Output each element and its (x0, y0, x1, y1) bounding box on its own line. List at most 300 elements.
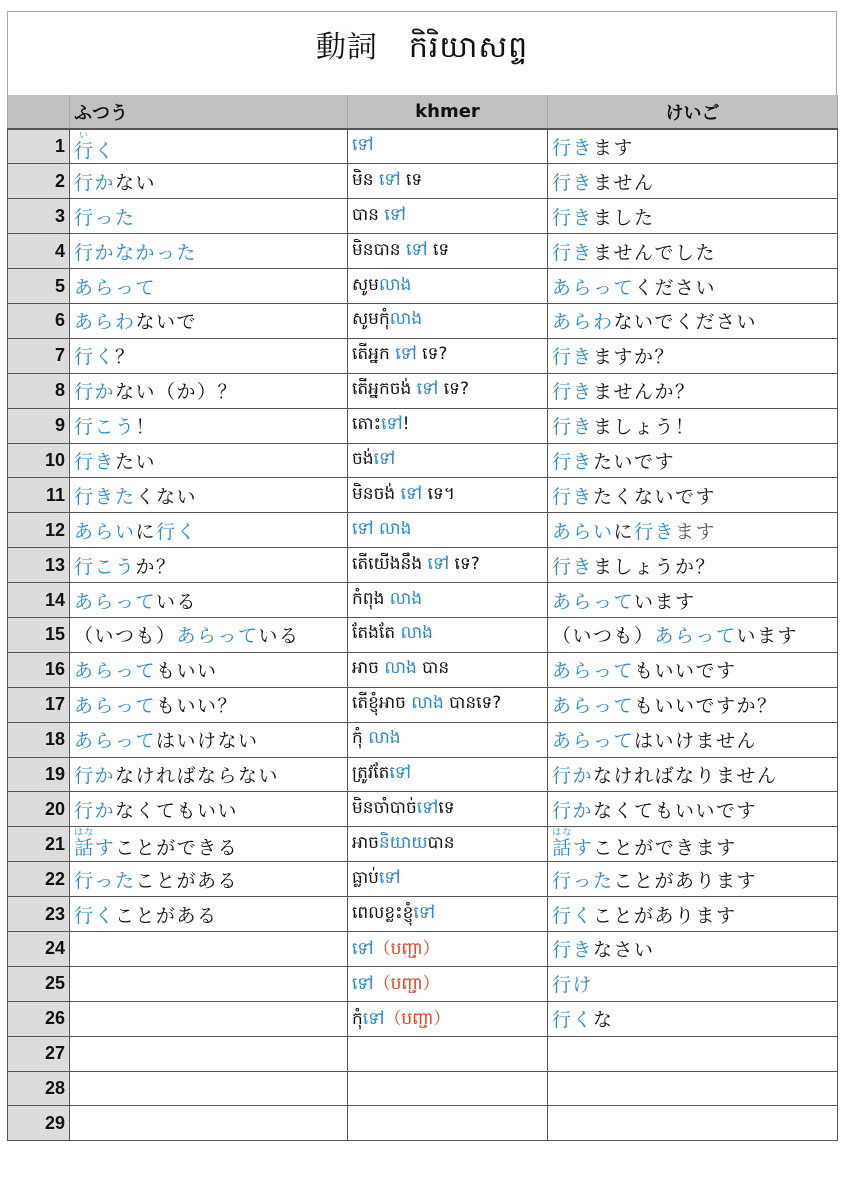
text-segment: ចង់ (352, 448, 374, 469)
text-segment: 行か (74, 764, 116, 787)
row-number[interactable]: 22 (8, 862, 70, 897)
plain-form-cell[interactable] (70, 862, 348, 897)
row-number[interactable]: 7 (8, 338, 70, 373)
table-row (8, 897, 838, 932)
khmer-cell[interactable] (348, 757, 548, 792)
text-segment: 行く (552, 1009, 594, 1032)
furigana: 話はな (74, 828, 96, 860)
text-segment: លាង (411, 693, 444, 714)
table-row (8, 687, 838, 722)
khmer-cell[interactable] (348, 792, 548, 827)
table-row (8, 966, 838, 1001)
text-segment: ពេលខ្លះខ្ញុំ (352, 902, 414, 923)
khmer-cell[interactable] (348, 617, 548, 652)
plain-form-cell[interactable] (70, 1036, 348, 1071)
row-number[interactable]: 5 (8, 269, 70, 304)
text-segment: មិនចាំបាច់ (352, 797, 417, 818)
text-segment: あらって (552, 660, 635, 683)
plain-form-cell[interactable] (70, 1106, 348, 1141)
row-number[interactable]: 3 (8, 199, 70, 234)
text-segment: ទេ? (438, 379, 469, 400)
khmer-cell[interactable] (348, 269, 548, 304)
polite-form-cell[interactable] (548, 408, 838, 443)
text-segment: なくてもいいです (593, 799, 758, 822)
table-row (8, 792, 838, 827)
text-segment (552, 828, 574, 860)
plain-form-cell[interactable] (70, 652, 348, 687)
text-segment: ことがある (135, 869, 239, 892)
text-segment: （បញ្ជា） (373, 974, 440, 995)
table-row (8, 1071, 838, 1106)
text-segment: あらって (552, 590, 635, 613)
table-row (8, 862, 838, 897)
row-number[interactable]: 1 (8, 129, 70, 164)
row-number[interactable]: 23 (8, 897, 70, 932)
row-number[interactable]: 14 (8, 583, 70, 618)
plain-form-cell[interactable] (70, 583, 348, 618)
title-box (7, 11, 837, 95)
text-segment: （បញ្ជា） (384, 1009, 451, 1030)
khmer-cell[interactable] (348, 827, 548, 862)
table-row (8, 373, 838, 408)
plain-form-cell[interactable] (70, 827, 348, 862)
text-segment: あらって (74, 695, 157, 718)
text-segment: ទៅ លាង (352, 518, 412, 539)
text-segment: និយាយ (378, 832, 428, 853)
text-segment: លាង (400, 623, 433, 644)
text-segment: あらって (552, 695, 635, 718)
row-number[interactable]: 2 (8, 164, 70, 199)
text-segment: あらって (552, 730, 635, 753)
text-segment: កំពុង (352, 588, 390, 609)
plain-form-cell[interactable] (70, 303, 348, 338)
table-row (8, 1001, 838, 1036)
text-segment: 行き (74, 450, 116, 473)
text-segment: 行かなかった (74, 241, 198, 264)
text-segment: ទៅ (378, 867, 401, 888)
text-segment: ます (675, 520, 717, 543)
text-segment: ましょう！ (593, 416, 696, 439)
text-segment: 行き (552, 416, 594, 439)
text-segment: សូមកុំ (352, 309, 390, 330)
text-segment: ます (593, 137, 635, 160)
row-number[interactable]: 10 (8, 443, 70, 478)
text-segment: もいいです (634, 660, 737, 683)
polite-form-cell[interactable] (548, 897, 838, 932)
text-segment: បាន (416, 658, 450, 679)
text-segment: います (736, 625, 799, 648)
text-segment: ました (593, 206, 655, 229)
text-segment: 行く (74, 346, 116, 369)
polite-form-cell[interactable] (548, 722, 838, 757)
polite-form-cell[interactable] (548, 966, 838, 1001)
text-segment: 行こう (74, 416, 136, 439)
table-row (8, 408, 838, 443)
row-number[interactable]: 17 (8, 687, 70, 722)
text-segment: ទៅ (389, 762, 412, 783)
plain-form-cell[interactable] (70, 722, 348, 757)
text-segment: なければなりません (593, 764, 778, 787)
polite-form-cell[interactable] (548, 792, 838, 827)
text-segment: 行き (552, 137, 594, 160)
row-number[interactable]: 21 (8, 827, 70, 862)
text-segment: មិន (352, 169, 379, 190)
table-row (8, 931, 838, 966)
text-segment: 行った (552, 869, 614, 892)
text-segment: មិនចង់ (352, 483, 401, 504)
row-number[interactable]: 29 (8, 1106, 70, 1141)
khmer-cell[interactable] (348, 303, 548, 338)
table-row (8, 478, 838, 513)
table-row (8, 513, 838, 548)
plain-form-cell[interactable] (70, 757, 348, 792)
text-segment: ទៅ (395, 344, 417, 365)
polite-form-cell[interactable] (548, 199, 838, 234)
plain-form-cell[interactable] (70, 234, 348, 269)
row-number[interactable]: 11 (8, 478, 70, 513)
text-segment: តើអ្នក (352, 344, 396, 365)
polite-form-cell[interactable] (548, 1036, 838, 1071)
polite-form-cell[interactable] (548, 234, 838, 269)
plain-form-cell[interactable] (70, 164, 348, 199)
text-segment: 行か (552, 799, 594, 822)
text-segment: 行きた (74, 485, 136, 508)
polite-form-cell[interactable] (548, 269, 838, 304)
text-segment: たいです (593, 450, 676, 473)
khmer-cell[interactable] (348, 129, 548, 164)
text-segment: ទេ (438, 797, 455, 818)
row-number[interactable]: 19 (8, 757, 70, 792)
table-row (8, 269, 838, 304)
text-segment: ことができます (593, 837, 737, 860)
text-segment: あらって (654, 625, 737, 648)
text-segment: ធ្លាប់ (352, 867, 379, 888)
text-segment: あらわ (552, 311, 614, 334)
text-segment: 行き (552, 381, 594, 404)
plain-form-cell[interactable] (70, 548, 348, 583)
text-segment: あらい (552, 520, 614, 543)
text-segment: 行き (552, 206, 594, 229)
polite-form-cell[interactable] (548, 303, 838, 338)
text-segment: います (634, 590, 696, 613)
row-number[interactable]: 18 (8, 722, 70, 757)
plain-form-cell[interactable] (70, 897, 348, 932)
khmer-cell[interactable] (348, 199, 548, 234)
header-polite-form[interactable]: けいご (548, 95, 838, 129)
text-segment: もいい (156, 660, 218, 683)
text-segment: ទៅ (427, 553, 450, 574)
text-segment: （いつも） (552, 625, 655, 648)
text-segment: 行き (552, 241, 594, 264)
khmer-cell[interactable] (348, 373, 548, 408)
text-segment: あらって (74, 276, 157, 299)
text-segment: 行か (552, 764, 594, 787)
verb-conjugation-sheet (7, 11, 837, 1141)
plain-form-cell[interactable] (70, 129, 348, 164)
plain-form-cell[interactable] (70, 1001, 348, 1036)
plain-form-cell[interactable] (70, 792, 348, 827)
text-segment: តើខ្ញុំអាច (352, 693, 412, 714)
plain-form-cell[interactable] (70, 443, 348, 478)
text-segment: 行く (552, 904, 594, 927)
text-segment: ទៅ (352, 939, 374, 960)
polite-form-cell[interactable] (548, 1071, 838, 1106)
polite-form-cell[interactable] (548, 443, 838, 478)
text-segment: 行か (74, 171, 116, 194)
polite-form-cell[interactable] (548, 617, 838, 652)
row-number[interactable]: 15 (8, 617, 70, 652)
khmer-cell[interactable] (348, 164, 548, 199)
table-row (8, 722, 838, 757)
text-segment: ！ (135, 416, 157, 439)
khmer-cell[interactable] (348, 687, 548, 722)
text-segment: ません (593, 171, 655, 194)
polite-form-cell[interactable] (548, 373, 838, 408)
text-segment: す (572, 837, 594, 860)
row-number[interactable]: 6 (8, 303, 70, 338)
khmer-cell[interactable] (348, 583, 548, 618)
text-segment: 行か (74, 799, 116, 822)
text-segment: ទៅ (373, 448, 396, 469)
polite-form-cell[interactable] (548, 931, 838, 966)
polite-form-cell[interactable] (548, 129, 838, 164)
row-number[interactable]: 27 (8, 1036, 70, 1071)
text-segment: ？ (115, 346, 136, 369)
table-row (8, 164, 838, 199)
khmer-cell[interactable] (348, 234, 548, 269)
text-segment: លាង (384, 658, 417, 679)
khmer-cell[interactable] (348, 478, 548, 513)
khmer-cell[interactable] (348, 931, 548, 966)
khmer-cell[interactable] (348, 548, 548, 583)
furigana: 話はな (552, 828, 574, 860)
row-number[interactable]: 13 (8, 548, 70, 583)
text-segment: 行か (74, 381, 116, 404)
polite-form-cell[interactable] (548, 827, 838, 862)
polite-form-cell[interactable] (548, 687, 838, 722)
plain-form-cell[interactable] (70, 931, 348, 966)
text-segment: 行け (552, 974, 594, 997)
table-row (8, 757, 838, 792)
khmer-cell[interactable] (348, 1036, 548, 1071)
table-row (8, 443, 838, 478)
text-segment: ទៅ (352, 974, 374, 995)
text-segment: ទៅ (416, 797, 439, 818)
text-segment: に (613, 520, 635, 543)
polite-form-cell[interactable] (548, 513, 838, 548)
row-number[interactable]: 20 (8, 792, 70, 827)
text-segment: ទេ។ (422, 483, 455, 504)
text-segment: ទៅ (362, 1009, 385, 1030)
text-segment: （បញ្ជា） (373, 939, 440, 960)
text-segment: ことがあります (593, 904, 737, 927)
text-segment: ことがあります (613, 869, 758, 892)
text-segment: តើយើងនឹង (352, 553, 428, 574)
row-number[interactable]: 12 (8, 513, 70, 548)
text-segment: ! (402, 414, 410, 435)
table-row (8, 199, 838, 234)
row-number[interactable]: 8 (8, 373, 70, 408)
plain-form-cell[interactable] (70, 617, 348, 652)
text-segment: ないでください (613, 311, 758, 334)
furigana: 行い (74, 130, 95, 162)
text-segment: ទៅ (381, 414, 403, 435)
plain-form-cell[interactable] (70, 687, 348, 722)
row-number[interactable]: 25 (8, 966, 70, 1001)
text-segment: たくないです (593, 485, 717, 508)
text-segment: កុំ (352, 728, 369, 749)
text-segment: ទេ? (416, 344, 448, 365)
text-segment: លាង (389, 588, 423, 609)
table-row (8, 129, 838, 164)
khmer-cell[interactable] (348, 1071, 548, 1106)
polite-form-cell[interactable] (548, 862, 838, 897)
row-number[interactable]: 4 (8, 234, 70, 269)
plain-form-cell[interactable] (70, 373, 348, 408)
khmer-cell[interactable] (348, 966, 548, 1001)
text-segment: លាង (368, 728, 401, 749)
header-khmer[interactable]: khmer (348, 95, 548, 129)
text-segment: 行き (552, 450, 594, 473)
khmer-cell[interactable] (348, 862, 548, 897)
text-segment: លាង (389, 309, 423, 330)
plain-form-cell[interactable] (70, 1071, 348, 1106)
plain-form-cell[interactable] (70, 408, 348, 443)
khmer-cell[interactable] (348, 1106, 548, 1141)
text-segment: か？ (135, 555, 177, 578)
text-segment: ましょうか？ (593, 555, 717, 578)
text-segment: あらわ (74, 311, 136, 334)
text-segment: 行き (552, 485, 594, 508)
row-number[interactable]: 24 (8, 931, 70, 966)
text-segment: អាច (352, 658, 385, 679)
plain-form-cell[interactable] (70, 966, 348, 1001)
text-segment: もいい？ (156, 695, 239, 718)
polite-form-cell[interactable] (548, 583, 838, 618)
khmer-cell[interactable] (348, 652, 548, 687)
table-row (8, 1106, 838, 1141)
table-row (8, 652, 838, 687)
khmer-cell[interactable] (348, 443, 548, 478)
text-segment: ますか？ (593, 346, 676, 369)
polite-form-cell[interactable] (548, 164, 838, 199)
table-row (8, 617, 838, 652)
text-segment: មិនបាន (352, 239, 406, 260)
text-segment: く (94, 139, 116, 162)
table-row (8, 338, 838, 373)
text-segment: បាន (427, 832, 455, 853)
table-body (8, 129, 838, 1141)
text-segment: す (94, 837, 116, 860)
text-segment: តោះ (352, 414, 382, 435)
text-segment: 行く (74, 904, 116, 927)
plain-form-cell[interactable] (70, 513, 348, 548)
text-segment: ない (115, 171, 157, 194)
text-segment (74, 828, 96, 860)
khmer-cell[interactable] (348, 338, 548, 373)
row-number[interactable]: 26 (8, 1001, 70, 1036)
polite-form-cell[interactable] (548, 757, 838, 792)
text-segment: （いつも） (74, 625, 177, 648)
text-segment: ことがある (115, 904, 218, 927)
table-row (8, 234, 838, 269)
row-number[interactable]: 28 (8, 1071, 70, 1106)
text-segment: 行き (552, 939, 594, 962)
table-row (8, 1036, 838, 1071)
text-segment: あらって (176, 625, 259, 648)
khmer-cell[interactable] (348, 897, 548, 932)
table-row (8, 548, 838, 583)
text-segment: なさい (593, 939, 655, 962)
polite-form-cell[interactable] (548, 338, 838, 373)
text-segment: 行き (634, 520, 676, 543)
text-segment: たい (115, 450, 157, 473)
header-row-number[interactable] (8, 95, 70, 129)
text-segment: 行き (552, 171, 594, 194)
text-segment: はいけません (634, 730, 758, 753)
verb-table (7, 95, 838, 1141)
text-segment: ទៅ (379, 169, 401, 190)
text-segment: ください (634, 276, 717, 299)
text-segment: な (593, 1009, 614, 1032)
text-segment: いる (156, 590, 198, 613)
row-number[interactable]: 16 (8, 652, 70, 687)
polite-form-cell[interactable] (548, 1106, 838, 1141)
text-segment: 行き (552, 346, 594, 369)
text-segment: ませんか？ (593, 381, 696, 404)
text-segment: はいけない (156, 730, 259, 753)
khmer-cell[interactable] (348, 513, 548, 548)
table-row (8, 303, 838, 338)
khmer-cell[interactable] (348, 408, 548, 443)
text-segment: あらって (74, 590, 157, 613)
text-segment: いる (258, 625, 300, 648)
text-segment: សូម (352, 274, 379, 295)
khmer-cell[interactable] (348, 722, 548, 757)
text-segment: ないで (135, 311, 198, 334)
polite-form-cell[interactable] (548, 548, 838, 583)
text-segment: ត្រូវតែ (352, 762, 390, 783)
polite-form-cell[interactable] (548, 652, 838, 687)
text-segment: ទៅ (384, 204, 406, 225)
text-segment: あらって (74, 660, 157, 683)
text-segment: 行った (74, 206, 136, 229)
plain-form-cell[interactable] (70, 338, 348, 373)
text-segment: ទៅ (416, 379, 439, 400)
text-segment: បាន (352, 204, 385, 225)
plain-form-cell[interactable] (70, 269, 348, 304)
plain-form-cell[interactable] (70, 478, 348, 513)
text-segment: ទេ (427, 239, 450, 260)
plain-form-cell[interactable] (70, 199, 348, 234)
text-segment: ទៅ (405, 239, 428, 260)
polite-form-cell[interactable] (548, 1001, 838, 1036)
header-plain-form[interactable]: ふつう (70, 95, 348, 129)
text-segment: ទៅ (413, 902, 436, 923)
page-title: 動詞 កិរិយាសព្ទ (315, 30, 529, 65)
row-number[interactable]: 9 (8, 408, 70, 443)
text-segment: អាច (352, 832, 379, 853)
text-segment: 行き (552, 555, 594, 578)
polite-form-cell[interactable] (548, 478, 838, 513)
text-segment: なくてもいい (115, 799, 239, 822)
text-segment: 行こう (74, 555, 136, 578)
text-segment: なければならない (115, 764, 280, 787)
khmer-cell[interactable] (348, 1001, 548, 1036)
text-segment: លាង (378, 274, 412, 295)
text-segment: もいいですか？ (634, 695, 778, 718)
text-segment: あらい (74, 520, 136, 543)
